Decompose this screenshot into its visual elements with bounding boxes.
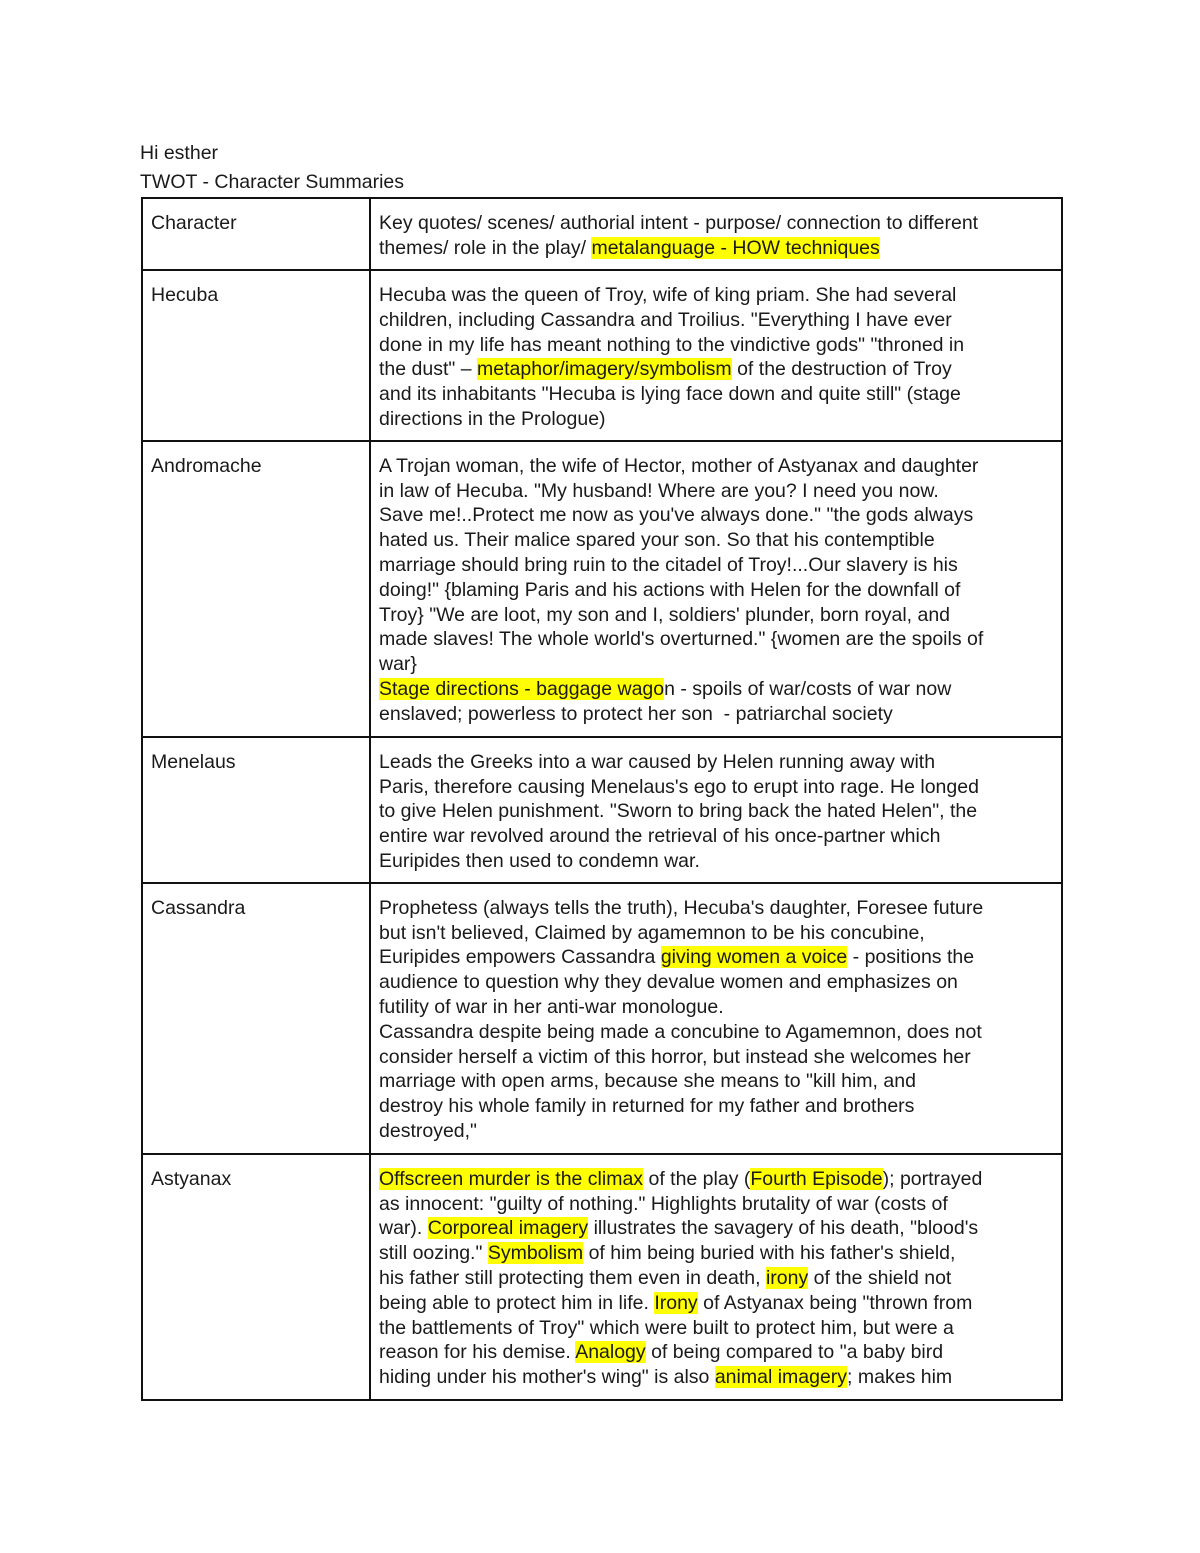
summary-text: Cassandra despite being made a concubine to Agamemnon, does not	[379, 1020, 982, 1043]
summary-text: children, including Cassandra and Troilius. "Everything I have ever	[379, 308, 952, 331]
highlighted-text: irony	[765, 1266, 809, 1289]
summary-text: n - spoils of war/costs of war now	[664, 677, 952, 700]
table-body	[142, 198, 1062, 1400]
summary-text: in law of Hecuba. "My husband! Where are you? I need you now.	[379, 479, 939, 502]
highlighted-text: Symbolism	[487, 1242, 584, 1265]
table-row	[142, 737, 1062, 883]
summary-line	[379, 357, 1053, 382]
character-name: Andromache	[151, 454, 262, 477]
summary-text: illustrates the savagery of his death, "blood's	[588, 1217, 979, 1240]
header-description-cell	[370, 198, 1062, 270]
character-summary-cell	[370, 883, 1062, 1154]
summary-line	[379, 1094, 1053, 1119]
summary-line	[379, 1045, 1053, 1070]
summary-line	[379, 1340, 1053, 1365]
header-character-cell	[142, 198, 370, 270]
summary-text: directions in the Prologue)	[379, 407, 606, 430]
summary-text: - positions the	[847, 946, 975, 969]
summary-text: ); portrayed	[882, 1167, 983, 1190]
summary-line	[379, 283, 1053, 308]
summary-text: destroy his whole family in returned for my father and brothers	[379, 1095, 915, 1118]
summary-text: Euripides then used to condemn war.	[379, 849, 700, 872]
highlighted-text: Offscreen murder is the climax	[379, 1167, 644, 1190]
summary-line	[379, 407, 1053, 432]
summary-text: Euripides empowers Cassandra	[379, 946, 661, 969]
table-header-row	[142, 198, 1062, 270]
character-summary-cell	[370, 1154, 1062, 1400]
character-name-cell	[142, 883, 370, 1154]
summary-text: the dust" –	[379, 358, 477, 381]
summary-text: audience to question why they devalue women and emphasizes on	[379, 971, 958, 994]
summary-line	[379, 382, 1053, 407]
summary-line	[379, 1069, 1053, 1094]
summary-line	[379, 454, 1053, 479]
summary-line	[379, 652, 1053, 677]
summary-line	[379, 1241, 1053, 1266]
summary-text: ; makes him	[847, 1366, 953, 1389]
summary-line	[379, 528, 1053, 553]
summary-line	[379, 1316, 1053, 1341]
summary-line	[379, 1291, 1053, 1316]
character-name: Character	[151, 212, 237, 234]
summary-line	[379, 896, 1053, 921]
character-name: Astyanax	[151, 1167, 232, 1190]
character-name: Hecuba	[151, 284, 219, 306]
summary-text: entire war revolved around the retrieval of his once-partner which	[379, 825, 941, 848]
summary-text: to give Helen punishment. "Sworn to bring back the hated Helen", the	[379, 800, 978, 823]
summary-line	[379, 236, 1053, 261]
character-name-cell	[142, 1154, 370, 1400]
summary-line	[379, 1192, 1053, 1217]
character-summary-cell	[370, 441, 1062, 737]
summary-text: doing!" {blaming Paris and his actions with Helen for the downfall of	[379, 578, 961, 601]
summary-line	[379, 603, 1053, 628]
summary-text: of him being buried with his father's shield,	[583, 1242, 956, 1265]
summary-line	[379, 1216, 1053, 1241]
table-row	[142, 1154, 1062, 1400]
summary-line	[379, 553, 1053, 578]
character-name: Cassandra	[151, 896, 246, 919]
summary-text: war).	[379, 1217, 428, 1240]
summary-line	[379, 702, 1053, 727]
highlighted-text: Corporeal imagery	[427, 1217, 589, 1240]
character-name-cell	[142, 270, 370, 441]
greeting-line: Hi esther	[140, 142, 219, 164]
summary-text: of Astyanax being "thrown from	[697, 1291, 973, 1314]
summary-text: A Trojan woman, the wife of Hector, mother of Astyanax and daughter	[379, 454, 979, 477]
highlighted-text: metaphor/imagery/symbolism	[477, 358, 732, 381]
table-row	[142, 270, 1062, 441]
summary-text: destroyed,"	[379, 1119, 477, 1142]
summary-line	[379, 1266, 1053, 1291]
summary-line	[379, 775, 1053, 800]
character-summary-table	[141, 197, 1063, 1401]
summary-line	[379, 677, 1053, 702]
summary-text: made slaves! The whole world's overturned." {women are the spoils of	[379, 628, 984, 651]
summary-text: of the destruction of Troy	[731, 358, 952, 381]
summary-text: Prophetess (always tells the truth), Hecuba's daughter, Foresee future	[379, 896, 984, 919]
character-name-cell	[142, 737, 370, 883]
highlighted-text: animal imagery	[714, 1366, 848, 1389]
summary-text: done in my life has meant nothing to the vindictive gods" "throned in	[379, 333, 965, 356]
summary-line	[379, 970, 1053, 995]
summary-text: Troy} "We are loot, my son and I, soldiers' plunder, born royal, and	[379, 603, 951, 626]
summary-text: of the play (	[643, 1167, 751, 1190]
character-summary-cell	[370, 270, 1062, 441]
summary-text: Key quotes/ scenes/ authorial intent - purpose/ connection to different	[379, 212, 979, 234]
highlighted-text: Analogy	[575, 1341, 646, 1364]
summary-text: Paris, therefore causing Menelaus's ego to erupt into rage. He longed	[379, 775, 979, 798]
summary-text: marriage should bring ruin to the citadel of Troy!...Our slavery is his	[379, 553, 958, 576]
summary-line	[379, 1365, 1053, 1390]
summary-text: hiding under his mother's wing" is also	[379, 1366, 715, 1389]
summary-line	[379, 799, 1053, 824]
summary-text: his father still protecting them even in death,	[379, 1266, 766, 1289]
summary-line	[379, 578, 1053, 603]
character-name: Menelaus	[151, 750, 236, 773]
summary-line	[379, 824, 1053, 849]
highlighted-text: Stage directions - baggage wago	[379, 677, 665, 700]
highlighted-text: metalanguage - HOW techniques	[591, 236, 880, 259]
summary-line	[379, 921, 1053, 946]
summary-line	[379, 1119, 1053, 1144]
summary-text: and its inhabitants "Hecuba is lying face down and quite still" (stage	[379, 383, 961, 406]
summary-line	[379, 333, 1053, 358]
summary-line	[379, 995, 1053, 1020]
character-summary-cell	[370, 737, 1062, 883]
summary-text: being able to protect him in life.	[379, 1291, 655, 1314]
character-name-cell	[142, 441, 370, 737]
summary-text: themes/ role in the play/	[379, 236, 592, 259]
summary-text: marriage with open arms, because she means to "kill him, and	[379, 1070, 916, 1093]
summary-text: of being compared to "a baby bird	[645, 1341, 944, 1364]
summary-line	[379, 945, 1053, 970]
summary-line	[379, 211, 1053, 236]
summary-text: futility of war in her anti-war monologue.	[379, 995, 724, 1018]
summary-text: hated us. Their malice spared your son. So that his contemptible	[379, 529, 935, 552]
summary-text: Leads the Greeks into a war caused by Helen running away with	[379, 750, 936, 773]
summary-line	[379, 1167, 1053, 1192]
summary-text: still oozing."	[379, 1242, 488, 1265]
summary-text: consider herself a victim of this horror, but instead she welcomes her	[379, 1045, 971, 1068]
summary-text: war}	[379, 653, 417, 676]
document-title: TWOT - Character Summaries	[140, 171, 405, 193]
summary-text: of the shield not	[808, 1266, 952, 1289]
summary-text: Save me!..Protect me now as you've always done." "the gods always	[379, 504, 974, 527]
summary-line	[379, 1020, 1053, 1045]
highlighted-text: giving women a voice	[660, 946, 848, 969]
table-row	[142, 883, 1062, 1154]
summary-text: the battlements of Troy" which were built to protect him, but were a	[379, 1316, 954, 1339]
summary-line	[379, 479, 1053, 504]
table-row	[142, 441, 1062, 737]
summary-line	[379, 503, 1053, 528]
highlighted-text: Irony	[654, 1291, 698, 1314]
summary-text: reason for his demise.	[379, 1341, 576, 1364]
summary-text: as innocent: "guilty of nothing." Highlights brutality of war (costs of	[379, 1192, 948, 1215]
summary-line	[379, 849, 1053, 874]
summary-line	[379, 627, 1053, 652]
summary-text: Hecuba was the queen of Troy, wife of king priam. She had several	[379, 284, 957, 306]
highlighted-text: Fourth Episode	[750, 1167, 883, 1190]
summary-line	[379, 308, 1053, 333]
summary-text: enslaved; powerless to protect her son - patriarchal society	[379, 702, 893, 725]
summary-text: but isn't believed, Claimed by agamemnon to be his concubine,	[379, 921, 925, 944]
summary-line	[379, 750, 1053, 775]
